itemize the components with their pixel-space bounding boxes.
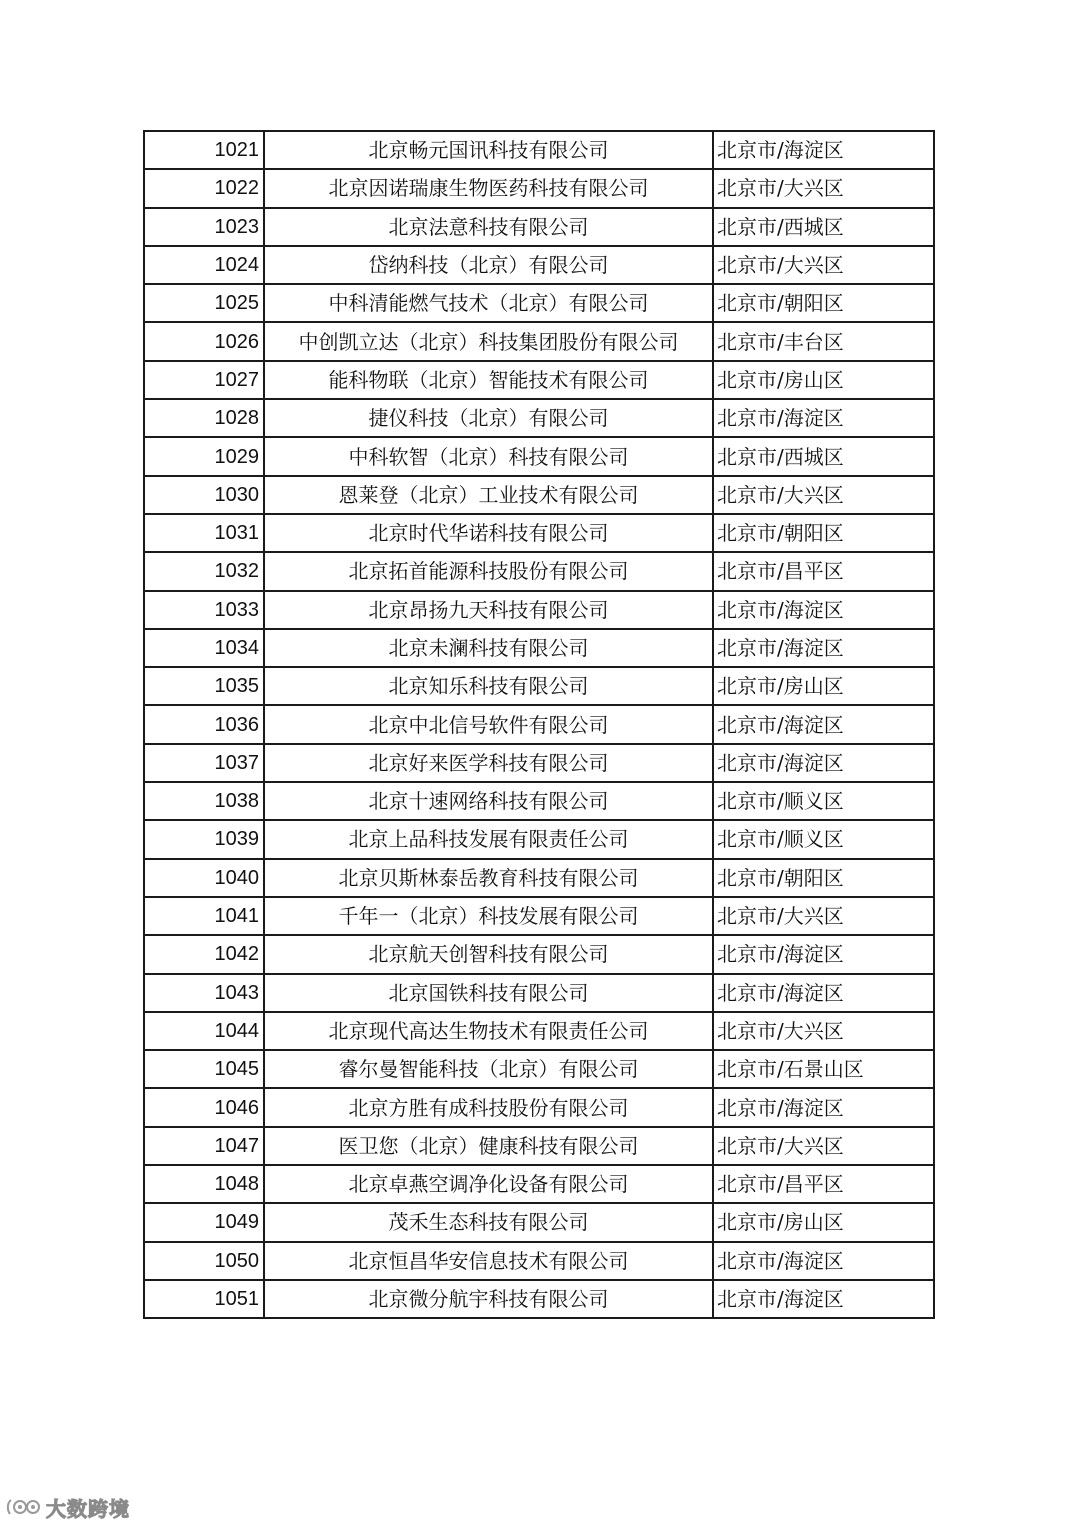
company-name: 千年一（北京）科技发展有限公司 [264, 897, 713, 935]
watermark [6, 1493, 130, 1521]
company-name: 茂禾生态科技有限公司 [264, 1203, 713, 1241]
row-number: 1022 [144, 169, 264, 207]
company-region: 北京市/顺义区 [713, 782, 934, 820]
row-number: 1048 [144, 1165, 264, 1203]
table-row [144, 437, 934, 475]
company-region: 北京市/大兴区 [713, 169, 934, 207]
table-row [144, 667, 934, 705]
company-region: 北京市/大兴区 [713, 897, 934, 935]
company-region: 北京市/海淀区 [713, 744, 934, 782]
row-number: 1038 [144, 782, 264, 820]
company-region: 北京市/海淀区 [713, 1242, 934, 1280]
row-number: 1049 [144, 1203, 264, 1241]
company-name: 能科物联（北京）智能技术有限公司 [264, 361, 713, 399]
table-row [144, 169, 934, 207]
company-region: 北京市/丰台区 [713, 322, 934, 360]
company-name: 北京知乐科技有限公司 [264, 667, 713, 705]
row-number: 1021 [144, 131, 264, 169]
company-name: 北京卓燕空调净化设备有限公司 [264, 1165, 713, 1203]
row-number: 1041 [144, 897, 264, 935]
company-region: 北京市/房山区 [713, 667, 934, 705]
row-number: 1040 [144, 859, 264, 897]
table-row [144, 1280, 934, 1318]
company-name: 北京微分航宇科技有限公司 [264, 1280, 713, 1318]
row-number: 1047 [144, 1127, 264, 1165]
company-table-body [144, 131, 934, 1318]
row-number: 1025 [144, 284, 264, 322]
table-row [144, 629, 934, 667]
row-number: 1039 [144, 820, 264, 858]
table-row [144, 744, 934, 782]
company-name: 北京畅元国讯科技有限公司 [264, 131, 713, 169]
company-region: 北京市/海淀区 [713, 705, 934, 743]
company-name: 中科软智（北京）科技有限公司 [264, 437, 713, 475]
company-region: 北京市/海淀区 [713, 629, 934, 667]
row-number: 1029 [144, 437, 264, 475]
row-number: 1034 [144, 629, 264, 667]
company-name: 恩莱登（北京）工业技术有限公司 [264, 476, 713, 514]
company-name: 睿尔曼智能科技（北京）有限公司 [264, 1050, 713, 1088]
row-number: 1030 [144, 476, 264, 514]
company-region: 北京市/昌平区 [713, 552, 934, 590]
brand-logo-icon [6, 1496, 42, 1518]
table-row [144, 476, 934, 514]
row-number: 1032 [144, 552, 264, 590]
row-number: 1026 [144, 322, 264, 360]
table-row [144, 1127, 934, 1165]
company-region: 北京市/大兴区 [713, 1127, 934, 1165]
table-row [144, 1050, 934, 1088]
company-region: 北京市/海淀区 [713, 1088, 934, 1126]
company-region: 北京市/海淀区 [713, 399, 934, 437]
company-name: 北京因诺瑞康生物医药科技有限公司 [264, 169, 713, 207]
company-region: 北京市/海淀区 [713, 131, 934, 169]
company-region: 北京市/海淀区 [713, 974, 934, 1012]
table-row [144, 131, 934, 169]
company-name: 北京拓首能源科技股份有限公司 [264, 552, 713, 590]
table-row [144, 782, 934, 820]
company-name: 北京十速网络科技有限公司 [264, 782, 713, 820]
company-name: 北京国铁科技有限公司 [264, 974, 713, 1012]
table-row [144, 1242, 934, 1280]
table-row [144, 1088, 934, 1126]
company-name: 北京现代高达生物技术有限责任公司 [264, 1012, 713, 1050]
company-region: 北京市/房山区 [713, 1203, 934, 1241]
company-region: 北京市/石景山区 [713, 1050, 934, 1088]
company-region: 北京市/顺义区 [713, 820, 934, 858]
company-name: 北京恒昌华安信息技术有限公司 [264, 1242, 713, 1280]
company-region: 北京市/朝阳区 [713, 514, 934, 552]
table-row [144, 284, 934, 322]
company-region: 北京市/昌平区 [713, 1165, 934, 1203]
company-name: 北京方胜有成科技股份有限公司 [264, 1088, 713, 1126]
table-row [144, 1203, 934, 1241]
company-region: 北京市/大兴区 [713, 246, 934, 284]
company-region: 北京市/朝阳区 [713, 859, 934, 897]
company-name: 医卫您（北京）健康科技有限公司 [264, 1127, 713, 1165]
table-row [144, 1165, 934, 1203]
row-number: 1044 [144, 1012, 264, 1050]
company-region: 北京市/海淀区 [713, 591, 934, 629]
row-number: 1045 [144, 1050, 264, 1088]
company-region: 北京市/大兴区 [713, 1012, 934, 1050]
row-number: 1046 [144, 1088, 264, 1126]
company-region: 北京市/朝阳区 [713, 284, 934, 322]
table-row [144, 208, 934, 246]
company-name: 北京中北信号软件有限公司 [264, 705, 713, 743]
company-name: 北京昂扬九天科技有限公司 [264, 591, 713, 629]
table-row [144, 1012, 934, 1050]
table-row [144, 552, 934, 590]
row-number: 1031 [144, 514, 264, 552]
table-row [144, 897, 934, 935]
company-region: 北京市/海淀区 [713, 1280, 934, 1318]
company-table [143, 130, 935, 1319]
table-row [144, 514, 934, 552]
company-name: 北京好来医学科技有限公司 [264, 744, 713, 782]
table-row [144, 859, 934, 897]
company-name: 中创凯立达（北京）科技集团股份有限公司 [264, 322, 713, 360]
company-region: 北京市/房山区 [713, 361, 934, 399]
table-row [144, 361, 934, 399]
company-name: 北京贝斯林泰岳教育科技有限公司 [264, 859, 713, 897]
row-number: 1036 [144, 705, 264, 743]
company-name: 北京法意科技有限公司 [264, 208, 713, 246]
row-number: 1043 [144, 974, 264, 1012]
row-number: 1027 [144, 361, 264, 399]
company-region: 北京市/西城区 [713, 208, 934, 246]
company-name: 中科清能燃气技术（北京）有限公司 [264, 284, 713, 322]
company-region: 北京市/大兴区 [713, 476, 934, 514]
company-name: 北京未澜科技有限公司 [264, 629, 713, 667]
table-row [144, 705, 934, 743]
row-number: 1024 [144, 246, 264, 284]
table-row [144, 935, 934, 973]
company-region: 北京市/海淀区 [713, 935, 934, 973]
company-name: 岱纳科技（北京）有限公司 [264, 246, 713, 284]
table-row [144, 322, 934, 360]
table-row [144, 246, 934, 284]
company-name: 北京时代华诺科技有限公司 [264, 514, 713, 552]
row-number: 1050 [144, 1242, 264, 1280]
row-number: 1037 [144, 744, 264, 782]
table-row [144, 591, 934, 629]
row-number: 1035 [144, 667, 264, 705]
company-name: 北京航天创智科技有限公司 [264, 935, 713, 973]
row-number: 1042 [144, 935, 264, 973]
row-number: 1028 [144, 399, 264, 437]
watermark-text: 大数跨境 [46, 1496, 130, 1521]
company-region: 北京市/西城区 [713, 437, 934, 475]
table-row [144, 399, 934, 437]
company-name: 捷仪科技（北京）有限公司 [264, 399, 713, 437]
row-number: 1051 [144, 1280, 264, 1318]
table-row [144, 820, 934, 858]
table-row [144, 974, 934, 1012]
company-name: 北京上品科技发展有限责任公司 [264, 820, 713, 858]
row-number: 1023 [144, 208, 264, 246]
row-number: 1033 [144, 591, 264, 629]
